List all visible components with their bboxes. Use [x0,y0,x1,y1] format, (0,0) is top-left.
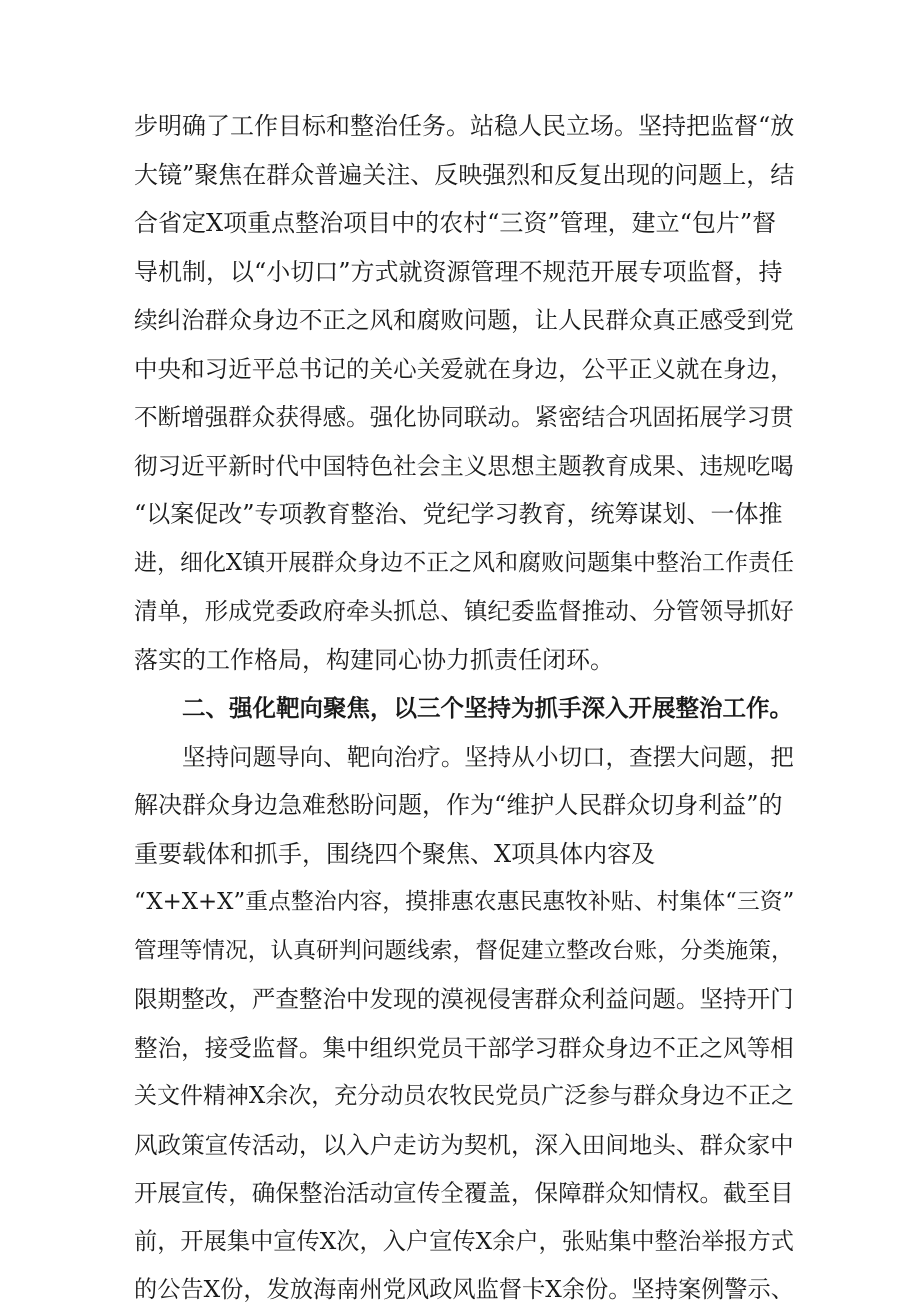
paragraph-line: 风政策宣传活动，以入户走访为契机，深入田间地头、群众家中 [134,1130,794,1159]
paragraph-line: 前，开展集中宣传X次，入户宣传X余户，张贴集中整治举报方式 [134,1227,794,1255]
paragraph-line: 彻习近平新时代中国特色社会主义思想主题教育成果、违规吃喝 [134,451,794,480]
section-heading: 二、强化靶向聚焦，以三个坚持为抓手深入开展整治工作。 [182,694,793,722]
paragraph-line: 关文件精神X余次，充分动员农牧民党员广泛参与群众身边不正之 [134,1083,794,1109]
paragraph-line: 不断增强群众获得感。强化协同联动。紧密结合巩固拓展学习贯 [134,403,794,431]
paragraph-line: 清单，形成党委政府牵头抓总、镇纪委监督推动、分管领导抓好 [134,597,794,625]
paragraph-line: 合省定X项重点整治项目中的农村“三资”管理，建立“包片”督 [134,209,777,237]
paragraph-line: “以案促改”专项教育整治、党纪学习教育，统筹谋划、一体推 [134,500,783,528]
paragraph-line: 整治，接受监督。集中组织党员干部学习群众身边不正之风等相 [134,1033,794,1062]
paragraph-line: “X+X+X”重点整治内容，摸排惠农惠民惠牧补贴、村集体“三资” [134,889,795,915]
paragraph-line: 落实的工作格局，构建同心协力抓责任闭环。 [134,645,614,674]
paragraph-line: 坚持问题导向、靶向治疗。坚持从小切口，查摆大问题，把 [182,742,794,771]
paragraph-line: 步明确了工作目标和整治任务。站稳人民立场。坚持把监督“放 [134,112,795,140]
paragraph-line: 续纠治群众身边不正之风和腐败问题，让人民群众真正感受到党 [134,306,794,334]
paragraph-line: 解决群众身边急难愁盼问题，作为“维护人民群众切身利益”的 [134,791,783,819]
paragraph-line: 的公告X份，发放海南州党风政风监督卡X余份。坚持案例警示、 [134,1276,794,1303]
paragraph-line: 大镜”聚焦在群众普遍关注、反映强烈和反复出现的问题上，结 [134,160,795,189]
paragraph-line: 导机制，以“小切口”方式就资源管理不规范开展专项监督，持 [134,257,783,286]
paragraph-line: 中央和习近平总书记的关心关爱就在身边，公平正义就在身边， [134,354,794,383]
paragraph-line: 开展宣传，确保整治活动宣传全覆盖，保障群众知情权。截至目 [134,1179,794,1207]
paragraph-line: 管理等情况，认真研判问题线索，督促建立整改台账，分类施策， [134,937,794,964]
paragraph-line: 重要载体和抓手，围绕四个聚焦、X项具体内容及 [134,839,656,868]
paragraph-line: 进，细化X镇开展群众身边不正之风和腐败问题集中整治工作责任 [134,549,794,576]
paragraph-line: 限期整改，严查整治中发现的漠视侵害群众利益问题。坚持开门 [134,985,794,1013]
